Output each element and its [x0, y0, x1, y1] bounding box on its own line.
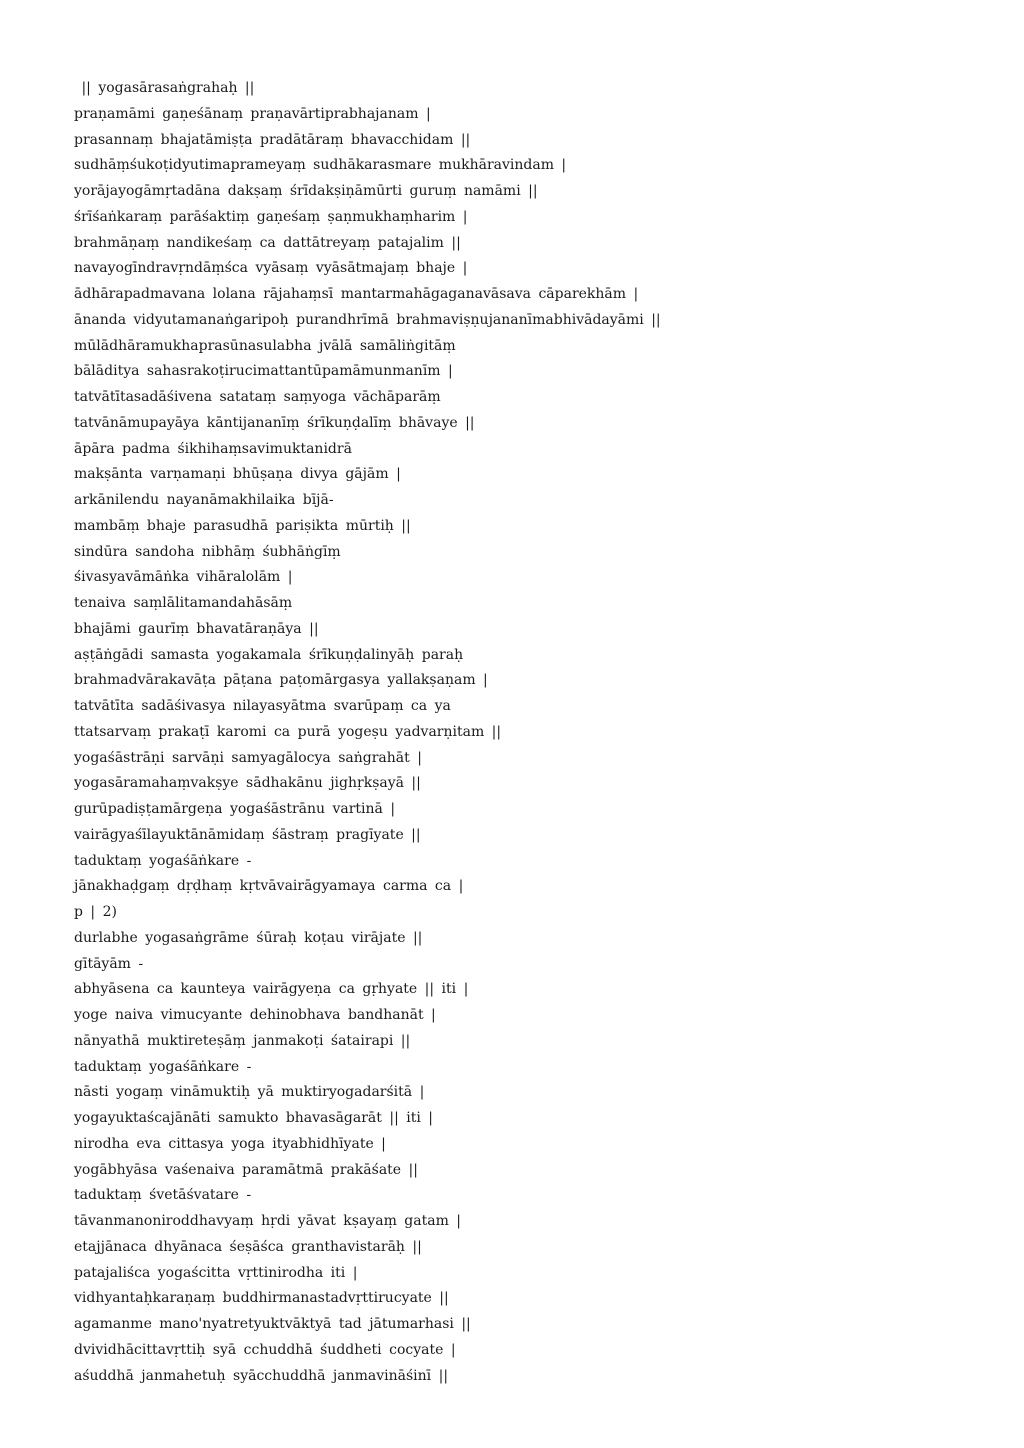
verse-line: yorājayogāmṛtadāna dakṣaṃ śrīdakṣiṇāmūrti guruṃ namāmi || — [74, 183, 538, 199]
verse-line: śivasyavāmāṅka vihāralolām | — [74, 569, 293, 586]
verse-line: mūlādhāramukhaprasūnasulabha jvālā samāliṅgitāṃ — [74, 337, 456, 354]
verse-line: taduktaṃ yogaśāṅkare - — [74, 1058, 252, 1075]
verse-line: jānakhaḍgaṃ dṛḍhaṃ kṛtvāvairāgyamaya carma ca | — [74, 878, 464, 895]
verse-line: abhyāsena ca kaunteya vairāgyeṇa ca gṛhyate || iti | — [74, 981, 469, 998]
verse-line: yogaśāstrāṇi sarvāṇi samyagālocya saṅgrahāt | — [74, 749, 422, 766]
verse-line: dvividhācittavṛttiḥ syā cchuddhā śuddheti cocyate | — [74, 1341, 456, 1358]
verse-line: patajaliśca yogaścitta vṛttinirodha iti | — [74, 1264, 358, 1281]
verse-line: gītāyām - — [74, 955, 144, 972]
verse-line: yogayuktaścajānāti samukto bhavasāgarāt || iti | — [74, 1110, 433, 1126]
verse-line: navayogīndravṛndāṃśca vyāsaṃ vyāsātmajaṃ bhaje | — [74, 260, 468, 277]
verse-line: ttatsarvaṃ prakaṭī karomi ca purā yogeṣu yadvarṇitam || — [74, 723, 502, 740]
sanskrit-text-body — [74, 76, 994, 1389]
document-title: || yogasārasaṅgrahaḥ || — [74, 80, 255, 96]
verse-line: yoge naiva vimucyante dehinobhava bandhanāt | — [74, 1007, 436, 1023]
verse-line: bhajāmi gaurīṃ bhavatāraṇāya || — [74, 620, 319, 637]
verse-line: taduktaṃ yogaśāṅkare - — [74, 852, 252, 869]
verse-line: taduktaṃ śvetāśvatare - — [74, 1187, 252, 1204]
verse-line: tāvanmanoniroddhavyaṃ hṛdi yāvat kṣayaṃ gatam | — [74, 1213, 462, 1229]
verse-line: āpāra padma śikhihaṃsavimuktanidrā — [74, 440, 352, 457]
verse-line: makṣānta varṇamaṇi bhūṣaṇa divya gājām | — [74, 466, 401, 483]
verse-line: prasannaṃ bhajatāmiṣṭa pradātāraṃ bhavacchidam || — [74, 131, 471, 148]
verse-line: bālāditya sahasrakoṭirucimattantūpamāmunmanīm | — [74, 363, 453, 380]
verse-line: etajjānaca dhyānaca śeṣāśca granthavistarāḥ || — [74, 1238, 422, 1255]
verse-line: praṇamāmi gaṇeśānaṃ praṇavārtiprabhajanam | — [74, 105, 431, 122]
verse-line: nānyathā muktireteṣāṃ janmakoṭi śatairapi || — [74, 1032, 411, 1049]
verse-line: brahmadvārakavāṭa pāṭana paṭomārgasya yallakṣaṇam | — [74, 672, 488, 689]
verse-line: nirodha eva cittasya yoga ityabhidhīyate | — [74, 1135, 386, 1152]
verse-line: yogasāramahaṃvakṣye sādhakānu jighṛkṣayā || — [74, 775, 421, 792]
verse-line: sindūra sandoha nibhāṃ śubhāṅgīṃ — [74, 543, 341, 560]
verse-line: durlabhe yogasaṅgrāme śūraḥ koṭau virājate || — [74, 929, 423, 946]
verse-line: ānanda vidyutamanaṅgaripoḥ purandhrīmā brahmaviṣṇujananīmabhivādayāmi || — [74, 311, 661, 328]
verse-line: agamanme mano'nyatretyuktvāktyā tad jātumarhasi || — [74, 1316, 471, 1332]
verse-line: mambāṃ bhaje parasudhā pariṣikta mūrtiḥ || — [74, 517, 411, 534]
verse-line: vairāgyaśīlayuktānāmidaṃ śāstraṃ pragīyate || — [74, 826, 421, 843]
verse-line: tatvātīta sadāśivasya nilayasyātma svarūpaṃ ca ya — [74, 698, 451, 714]
verse-line: śrīśaṅkaraṃ parāśaktiṃ gaṇeśaṃ ṣaṇmukhaṃharim | — [74, 208, 468, 225]
verse-line: yogābhyāsa vaśenaiva paramātmā prakāśate || — [74, 1161, 418, 1178]
verse-line: vidhyantaḥkaraṇaṃ buddhirmanastadvṛttirucyate || — [74, 1290, 449, 1307]
verse-line: nāsti yogaṃ vināmuktiḥ yā muktiryogadarśitā | — [74, 1084, 425, 1101]
verse-line: aṣṭāṅgādi samasta yogakamala śrīkuṇḍalinyāḥ paraḥ — [74, 646, 464, 663]
verse-line: tatvātītasadāśivena satataṃ saṃyoga vāchāparāṃ — [74, 389, 441, 405]
verse-line: sudhāṃśukoṭidyutimaprameyaṃ sudhākarasmare mukhāravindam | — [74, 157, 567, 174]
verse-line: tatvānāmupayāya kāntijananīṃ śrīkuṇḍalīṃ bhāvaye || — [74, 414, 475, 431]
verse-line: ādhārapadmavana lolana rājahaṃsī mantarmahāgaganavāsava cāparekhām | — [74, 286, 639, 302]
verse-line: tenaiva saṃlālitamandahāsāṃ — [74, 595, 293, 611]
verse-line: p | 2) — [74, 904, 117, 920]
verse-line: aśuddhā janmahetuḥ syācchuddhā janmavināśinī || — [74, 1367, 449, 1384]
verse-line: arkānilendu nayanāmakhilaika bījā- — [74, 492, 334, 508]
verse-line: brahmāṇaṃ nandikeśaṃ ca dattātreyaṃ patajalim || — [74, 234, 461, 251]
verse-line: gurūpadiṣṭamārgeṇa yogaśāstrānu vartinā | — [74, 801, 396, 817]
